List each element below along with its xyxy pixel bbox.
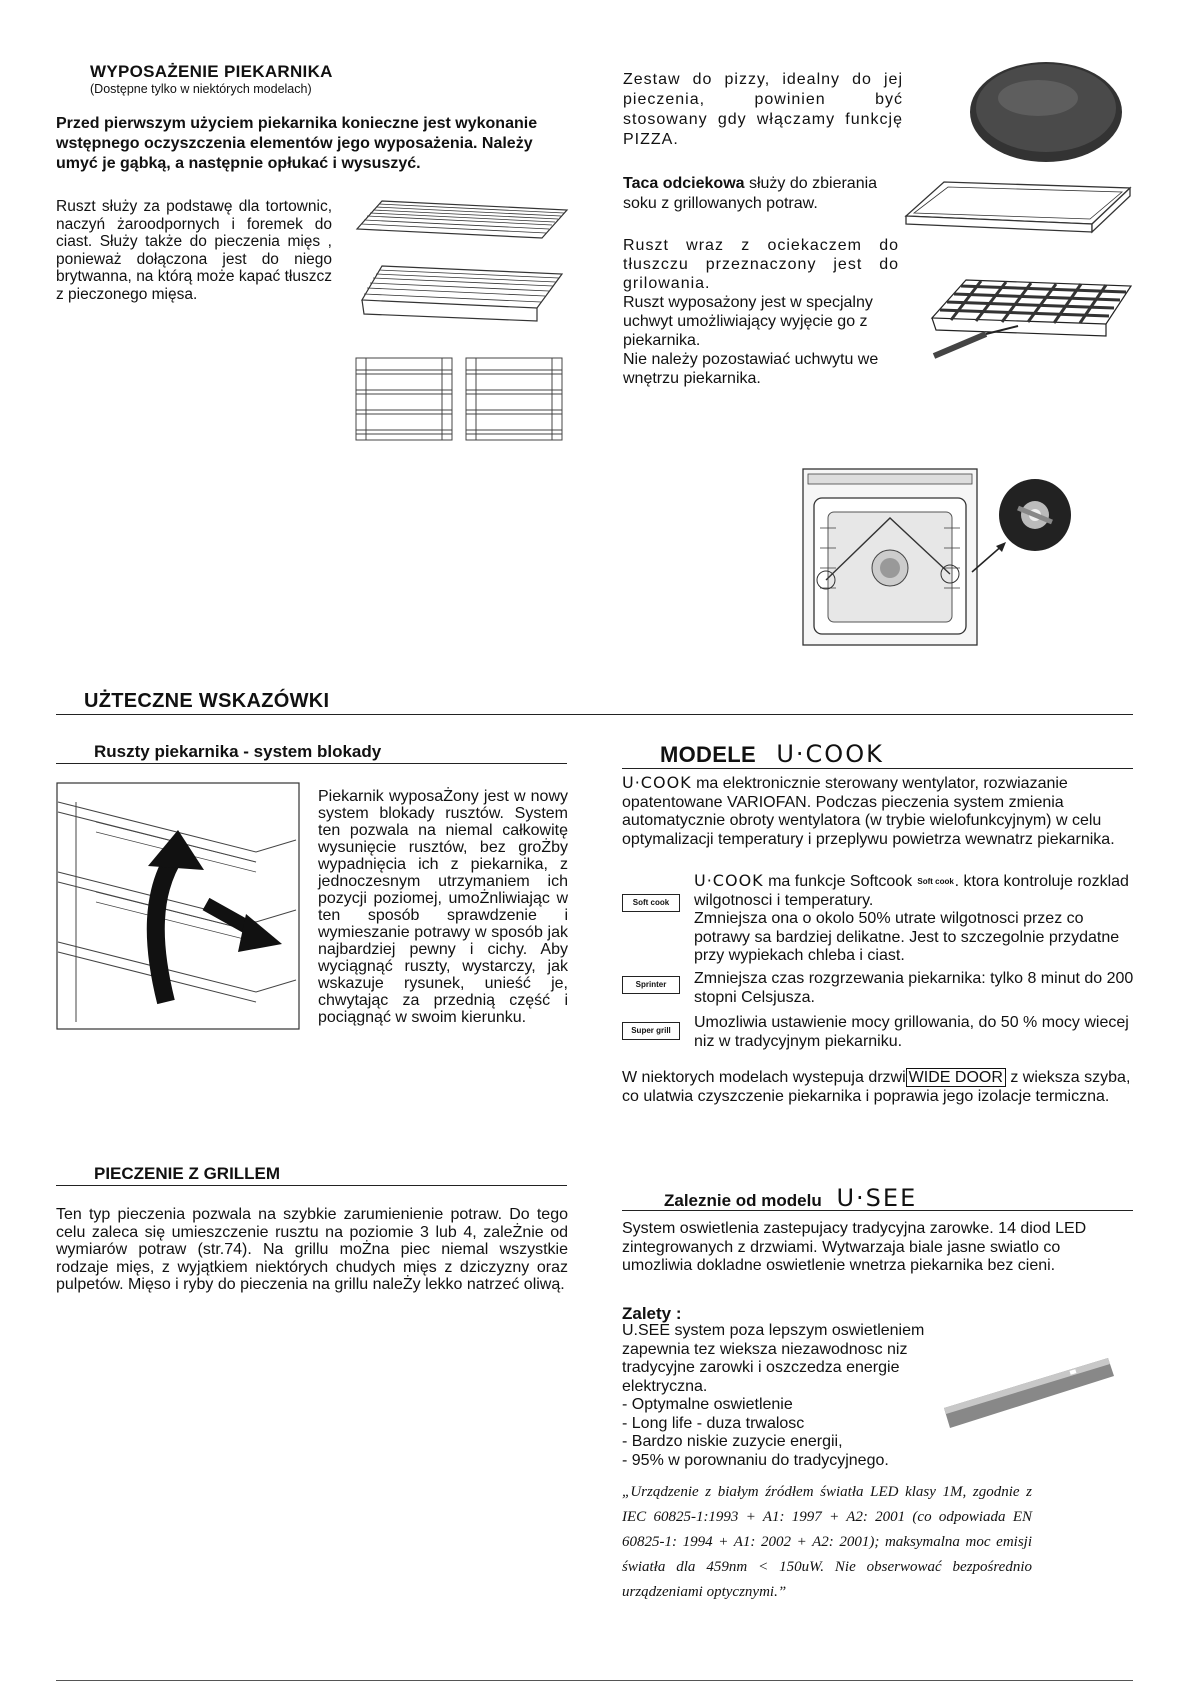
softcook-tail: . ktora kontroluje rozklad wilgotnosci i temperatury.: [694, 873, 1129, 909]
rack-lock-icon: [56, 782, 300, 1030]
tips-title: UŻTECZNE WSKAZÓWKI: [84, 690, 330, 712]
drip-tray-description: [623, 174, 903, 214]
advantages-item-3: - Bardzo niskie zuzycie energii,: [622, 1433, 843, 1450]
grill-rack-text-2: Ruszt wyposażony jest w specjalny uchwyt umożliwiający wyjęcie go z piekarnika.: [623, 294, 873, 349]
advantages-item-1: - Optymalne oswietlenie: [622, 1396, 793, 1413]
ucook-intro: [622, 774, 1134, 849]
widedoor-pre: W niektorych modelach wystepuja drzwi: [622, 1069, 906, 1086]
drip-tray-label: Taca odciekowa: [623, 175, 745, 192]
ucook-title-prefix: MODELE: [660, 742, 756, 767]
equipment-title: WYPOSAŻENIE PIEKARNIKA: [90, 62, 333, 81]
softcook-lead: ma funkcje Softcook: [763, 873, 913, 890]
pizza-description: Zestaw do pizzy, idealny do jej pieczenia, powinien być stosowany gdy włączamy funkcję PIZZA.: [623, 71, 903, 148]
usee-description: System oswietlenia zastepujacy tradycyjna zarowke. 14 diod LED zintegrowanych z drzwiami. Wytwarzaja biale jasne swiatlo co umozliwia dokladne oswietlenie wnetrza piekarnika bez cieni.: [622, 1220, 1087, 1274]
racks-title: Ruszty piekarnika - system blokady: [94, 742, 382, 761]
grill-rack-description: [623, 236, 899, 388]
advantages-title: Zalety :: [622, 1304, 682, 1323]
softcook-text: Zmniejsza ona o okolo 50% utrate wilgotnosci przez co potrawy sa bardziej delikatne. Jest to szczegolnie przydatne przy wypiekach chleba i ciast.: [694, 910, 1120, 964]
softcook-badge-icon: Soft cook: [622, 894, 680, 912]
usee-legal-note: „Urządzenie z białym źródłem światła LED klasy 1M, zgodnie z IEC 60825-1:1993 + A1: 1997 + A2: 2001 (co odpowiada EN 60825-1: 1994 + A1: 2002 + A2: 2001); maksymalna moc emisji światła dla 459nm < 150uW. Nie obserwować bezpośrednio urządzeniami optycznymi.”: [622, 1484, 1032, 1600]
grill-title: PIECZENIE Z GRILLEM: [94, 1164, 281, 1183]
usee-title-prefix: Zaleznie od modelu: [664, 1191, 822, 1210]
widedoor-block: [622, 1068, 1136, 1106]
advantages-intro: U.SEE system poza lepszym oswietleniem zapewnia tez wieksza niezawodnosc niz tradycyjne zarowki i oszczedza energie elektryczna.: [622, 1322, 925, 1395]
grill-rack-text-3: Nie należy pozostawiać uchwytu we wnętrzu piekarnika.: [623, 351, 879, 387]
oven-rack-icon: [352, 196, 570, 326]
oven-interior-icon: [802, 468, 978, 646]
ucook-intro-text: ma elektronicznie sterowany wentylator, rozwiazanie opatentowane VARIOFAN. Podczas pieczenia system zmienia automatycznie obroty wentylatora (w trybie wielofunkcyjnym) w celu optymalizacji temperatury i przeplywu powietrza wewnatrz piekarnika.: [622, 775, 1115, 848]
sprinter-badge-icon: Sprinter: [622, 976, 680, 994]
racks-description: Piekarnik wyposaŻony jest w nowy system blokady rusztów. System ten pozwala na niemal całkowitę wysunięcie rusztów, bez groŻby wypadnięcia ich z piekarnika, z jednoczesnym utrzymaniem ich pozycji poziomej, umoŻnliwiając w ten sposób sprawdzenie i wymieszanie potrawy w sposób jak najbardziej pewny i cichy. Aby wyciągnąć ruszty, wystarczy, jak wskazuje rysunek, unieść je, chwytając za przednią część i pociągnąć w swoim kierunku.: [318, 788, 568, 1026]
softcook-inline-icon: Soft cook: [917, 876, 954, 886]
rack-description: Ruszt służy za podstawę dla tortownic, naczyń żaroodpornych i foremek do ciast. Służy także do pieczenia mięs , ponieważ dołączona jest do niego brytwanna, na którą może kapać tłuszcz z pieczonego mięsa.: [56, 198, 332, 303]
equipment-subtitle: (Dostępne tylko w niektórych modelach): [90, 82, 312, 96]
advantages-block: [622, 1322, 972, 1470]
widedoor-post: z wieksza szyba, co ulatwia czyszczenie piekarnika i poprawia jego izolacje termiczna.: [622, 1069, 1131, 1105]
drip-tray-text: służy do zbierania soku z grillowanych potraw.: [623, 175, 878, 212]
equipment-intro: Przed pierwszym użyciem piekarnika konieczne jest wykonanie wstępnego oczyszczenia elementów jego wyposażenia. Należy umyć je gąbką, a następnie opłukać i wysuszyć.: [56, 115, 538, 172]
led-strip-icon: [938, 1352, 1118, 1432]
sprinter-text: Zmniejsza czas rozgrzewania piekarnika: tylko 8 minut do 200 stopni Celsjusza.: [694, 970, 1134, 1006]
ucook-brand-inline: U·COOK: [622, 773, 692, 792]
supergrill-text: Umozliwia ustawienie mocy grillowania, do 50 % mocy wiecej niz w tradycyjnym piekarniku.: [694, 1014, 1129, 1050]
widedoor-label: WIDE DOOR: [906, 1068, 1006, 1087]
advantages-item-4: - 95% w porownaniu do tradycyjnego.: [622, 1451, 889, 1469]
ucook-brand-inline-2: U·COOK: [694, 871, 764, 890]
ucook-brand-logo: U·COOK: [776, 740, 884, 768]
advantages-item-2: - Long life - duza trwalosc: [622, 1414, 805, 1432]
ucook-title: [660, 740, 884, 768]
usee-title: [664, 1184, 917, 1212]
drip-tray-icon: [902, 178, 1134, 244]
grill-description: Ten typ pieczenia pozwala na szybkie zarumienienie potraw. Do tego celu zaleca się umieszczenie rusztu na poziomie 3 lub 4, zaleŻnie od wymiarów potraw (str.74). Na grillu moŻna piec niemal wszystkie rodzaje mięs, z wyjątkiem niektórych chudych mięs z dziczyzny oraz pulpetów. Mięso i ryby do pieczenia na grillu naleŻy lekko natrzeć oliwą.: [56, 1206, 568, 1293]
grill-rack-icon: [926, 276, 1136, 384]
grill-rack-text-1: Ruszt wraz z ociekaczem do tłuszczu przeznaczony jest do grilowania.: [623, 237, 899, 292]
supergrill-badge-icon: Super grill: [622, 1022, 680, 1040]
pizza-tray-icon: [966, 56, 1126, 164]
side-racks-icon: [354, 356, 566, 442]
pointer-arrow-icon: [970, 540, 1010, 574]
usee-brand-logo: U·SEE: [836, 1184, 918, 1212]
softcook-block: [694, 872, 1134, 966]
